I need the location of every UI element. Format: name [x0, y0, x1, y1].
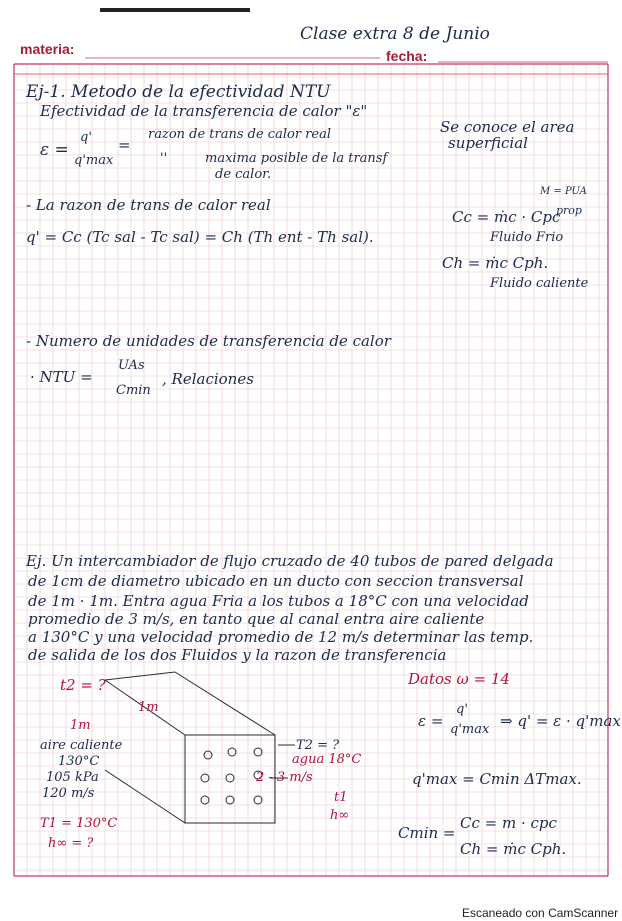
definition-line2: maxima posible de la transf — [205, 151, 388, 166]
cmin-option-2: Ch = ṁc Cph. — [460, 840, 567, 858]
agua-label: agua 18°C — [292, 752, 362, 767]
aire-pressure-label: 105 kPa — [46, 770, 99, 785]
arrow-note-line2: superficial — [448, 134, 528, 152]
equals-sign: = — [118, 136, 131, 154]
qmax-equation: q'max = Cmin ΔTmax. — [412, 770, 582, 788]
materia-label: materia: — [20, 41, 75, 57]
ntu-relaciones: , Relaciones — [162, 370, 254, 388]
prop-note: prop — [556, 204, 582, 217]
t1-right-label: t1 — [334, 790, 348, 805]
ntu-heading: - Numero de unidades de transferencia de calor — [26, 332, 391, 350]
h-inf-label: h∞ = ? — [48, 836, 94, 851]
fecha-label: fecha: — [386, 48, 428, 64]
velocity-right-label: 2 - 3 m/s — [256, 770, 313, 785]
ntu-lhs: · NTU = — [30, 368, 93, 386]
fluido-frio-label: Fluido Frio — [490, 230, 564, 245]
epsilon-lhs: ε = — [40, 140, 69, 160]
aire-velocity-label: 120 m/s — [42, 786, 95, 801]
cmin-lhs: Cmin = — [398, 824, 456, 842]
problem-line-4: promedio de 3 m/s, en tanto que al canal entra aire caliente — [28, 610, 485, 628]
t2-top-label: t2 = ? — [60, 676, 106, 694]
problem-line-1: Ej. Un intercambiador de flujo cruzado de 40 tubos de pared delgada — [26, 552, 554, 570]
problem-line-3: de 1m · 1m. Entra agua Fria a los tubos a 18°C con una velocidad — [28, 592, 529, 610]
definition-line3: de calor. — [215, 167, 272, 182]
h-right-label: h∞ — [330, 808, 350, 823]
length-top-label: 1m — [138, 700, 159, 715]
datos-numerator: q' — [456, 702, 468, 717]
notes-subtitle: Efectividad de la transferencia de calor "ε" — [40, 102, 368, 120]
fluido-caliente-label: Fluido caliente — [490, 276, 589, 291]
ntu-numerator: UAs — [118, 358, 145, 373]
cc-equation: Cc = ṁc · Cpc — [452, 208, 561, 226]
t2-right-label: T2 = ? — [296, 738, 340, 753]
ch-equation: Ch = ṁc Cph. — [442, 254, 549, 272]
aire-caliente-label: aire caliente — [40, 738, 123, 753]
mpdp-note: M = PUA — [540, 186, 587, 197]
ditto-mark: '' — [160, 151, 168, 166]
eps-numerator: q' — [80, 130, 92, 145]
definition-line1: razon de trans de calor real — [148, 127, 331, 142]
arrow-note-line1: Se conoce el area — [440, 118, 575, 136]
length-left-label: 1m — [70, 718, 91, 733]
eps-denominator: q'max — [74, 153, 114, 168]
t1-label: T1 = 130°C — [40, 816, 118, 831]
cmin-option-1: Cc = m · cpc — [460, 814, 557, 832]
real-equation: q' = Cc (Tc sal - Tc sal) = Ch (Th ent - Th sal). — [26, 228, 374, 246]
aire-temp-label: 130°C — [58, 754, 100, 769]
datos-heading: Datos ω = 14 — [408, 670, 510, 688]
problem-line-6: de salida de los dos Fluidos y la razon de transferencia — [28, 646, 447, 664]
datos-denominator: q'max — [450, 722, 490, 737]
date-text: Clase extra 8 de Junio — [300, 24, 490, 44]
problem-line-5: a 130°C y una velocidad promedio de 12 m/s determinar las temp. — [28, 628, 534, 646]
notes-title: Ej-1. Metodo de la efectividad NTU — [26, 82, 331, 102]
ntu-denominator: Cmin — [116, 383, 151, 398]
datos-epsilon: ε = — [418, 712, 444, 730]
datos-result: ⇒ q' = ε · q'max — [500, 712, 621, 730]
scanner-watermark: Escaneado con CamScanner — [462, 906, 619, 920]
problem-line-2: de 1cm de diametro ubicado en un ducto con seccion transversal — [28, 572, 524, 590]
real-heading: - La razon de trans de calor real — [26, 196, 271, 214]
